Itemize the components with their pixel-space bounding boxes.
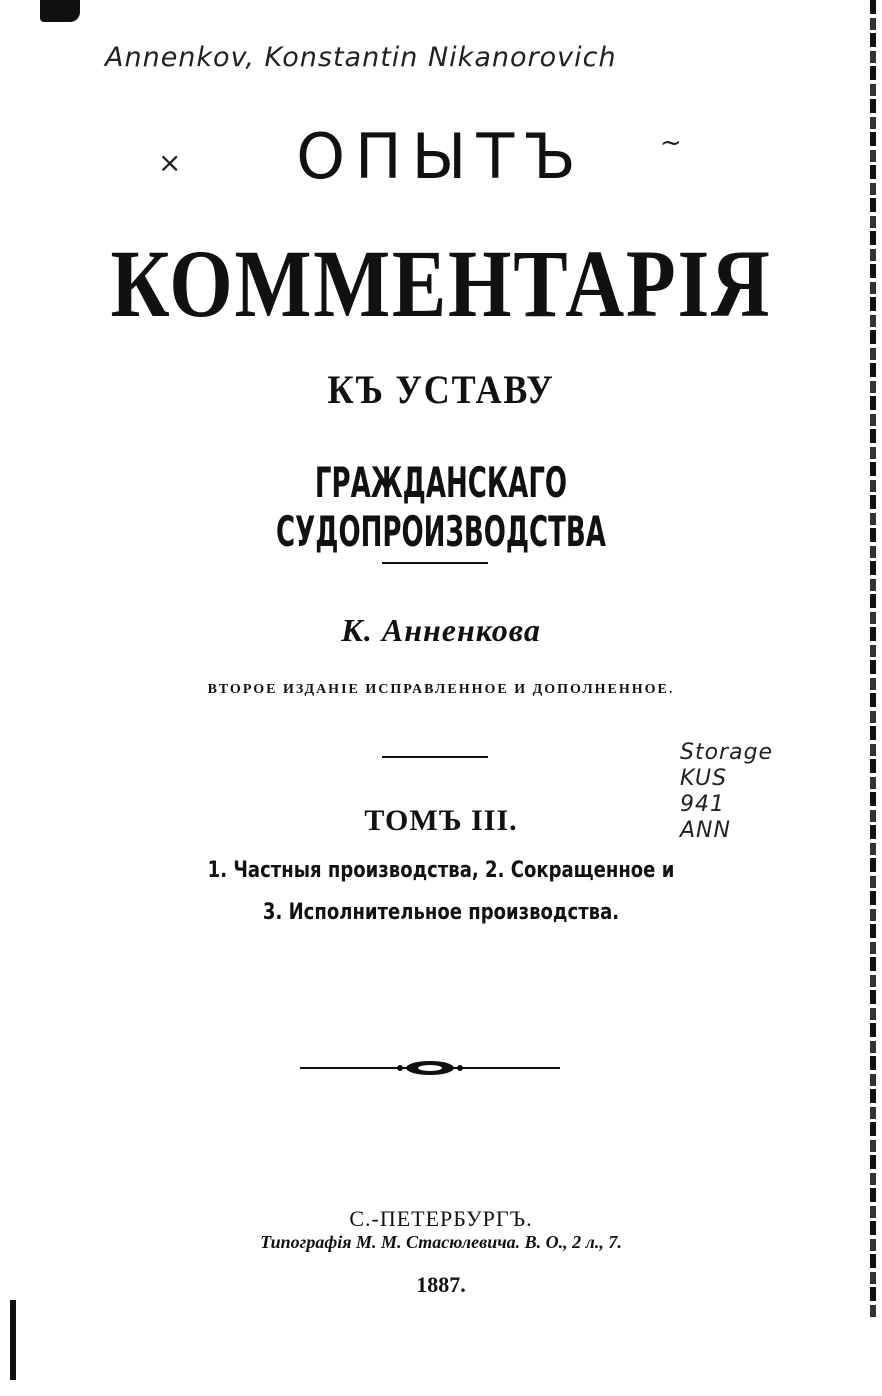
contents-line-1: 1. Частныя производства, 2. Сокращенное и [207,858,675,883]
ornament-inner [418,1065,442,1071]
edition-note: ВТОРОЕ ИЗДАНІЕ ИСПРАВЛЕННОЕ И ДОПОЛНЕННОЕ. [207,682,675,697]
imprint-printer: Типографія М. М. Стасюлевича. В. О., 2 л., 7. [260,1232,622,1252]
shelf-mark-line: KUS [680,766,728,791]
contents-line-2: 3. Исполнительное производства. [262,900,620,925]
author-name: К. Анненкова [341,612,541,648]
binding-edge-left [10,1300,16,1380]
divider-rule-1 [382,562,488,564]
imprint-city: С.-ПЕТЕРБУРГЪ. [349,1206,533,1231]
shelf-mark-line: ANN [680,818,731,843]
title-line-4: ГРАЖДАНСКАГО СУДОПРОИЗВОДСТВА [276,458,606,556]
title-line-1: ОПЫТЪ [296,120,586,193]
handwritten-cross-mark: × [158,146,183,179]
binding-edge-right [870,0,876,1320]
title-line-3: КЪ УСТАВУ [327,367,555,412]
handwritten-dash-mark: ~ [660,128,683,158]
title-line-2: КОММЕНТАРІЯ [110,230,772,337]
ornament-dot-left [397,1065,403,1071]
shelf-mark-line: Storage [680,740,774,765]
imprint-year: 1887. [416,1272,466,1297]
ornamental-divider [300,1058,560,1078]
shelf-mark-line: 941 [680,792,725,817]
divider-rule-2 [382,756,488,758]
corner-stamp [40,0,80,22]
handwritten-author-note: Annenkov, Konstantin Nikanorovich [105,42,617,73]
volume-label: ТОМЪ III. [364,804,518,837]
ornament-dot-right [457,1065,463,1071]
